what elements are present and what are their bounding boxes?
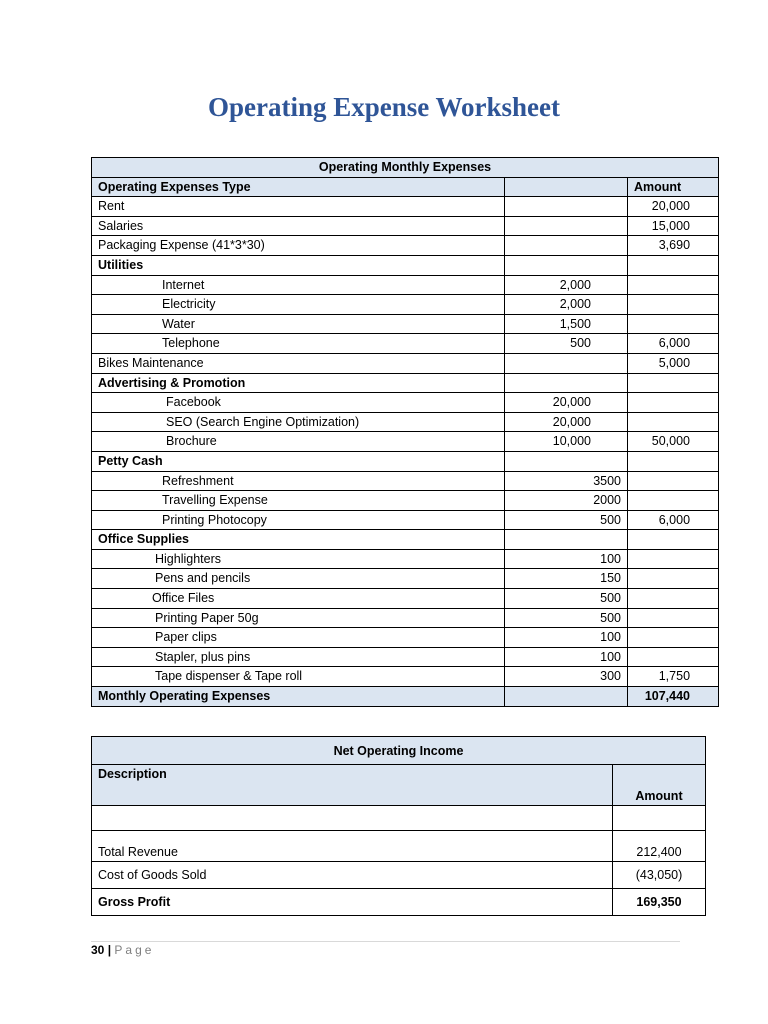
column-header-amount: Amount [613,765,706,806]
table-row [92,530,719,550]
section-label: Office Supplies [92,530,505,550]
row-label: Total Revenue [92,831,613,862]
row-amount: 6,000 [628,334,719,354]
row-subamount: 500 [505,334,628,354]
row-subamount: 100 [505,628,628,648]
page-number: 30 [91,943,105,957]
row-amount: (43,050) [613,862,706,889]
row-label: Water [92,314,505,334]
row-subamount: 500 [505,608,628,628]
table-row [92,295,719,315]
row-subamount: 2,000 [505,295,628,315]
row-label: Packaging Expense (41*3*30) [92,236,505,256]
table-caption: Net Operating Income [92,737,706,765]
column-header-amount: Amount [628,177,719,197]
table-row [92,236,719,256]
net-operating-income-table [91,736,706,916]
row-label: Gross Profit [92,889,613,916]
total-label: Monthly Operating Expenses [92,687,505,707]
row-label: Bikes Maintenance [92,353,505,373]
row-amount: 50,000 [628,432,719,452]
table-header-row [92,177,719,197]
row-label: Cost of Goods Sold [92,862,613,889]
row-label: SEO (Search Engine Optimization) [92,412,505,432]
row-label: Brochure [92,432,505,452]
row-amount: 212,400 [613,831,706,862]
table-header-row [92,765,706,806]
row-subamount: 150 [505,569,628,589]
row-amount: 5,000 [628,353,719,373]
footer-divider [91,941,680,942]
row-amount: 20,000 [628,197,719,217]
table-row [92,412,719,432]
row-subamount: 500 [505,589,628,609]
row-label: Salaries [92,216,505,236]
table-row [92,549,719,569]
row-amount: 169,350 [613,889,706,916]
section-label: Advertising & Promotion [92,373,505,393]
table-caption-row [92,158,719,178]
table-row [92,393,719,413]
table-row [92,275,719,295]
table-row [92,255,719,275]
total-row [92,687,719,707]
row-subamount: 3500 [505,471,628,491]
table-row [92,491,719,511]
section-label: Petty Cash [92,451,505,471]
table-row [92,831,706,862]
table-row [92,628,719,648]
table-row [92,569,719,589]
row-label: Highlighters [92,549,505,569]
table-row [92,373,719,393]
table-row [92,197,719,217]
table-row [92,889,706,916]
row-subamount: 20,000 [505,412,628,432]
row-amount: 15,000 [628,216,719,236]
table-row [92,510,719,530]
row-label: Rent [92,197,505,217]
table-row [92,608,719,628]
row-subamount: 300 [505,667,628,687]
row-subamount: 20,000 [505,393,628,413]
row-label: Electricity [92,295,505,315]
row-amount: 1,750 [628,667,719,687]
row-subamount: 2,000 [505,275,628,295]
row-subamount: 1,500 [505,314,628,334]
table-row [92,647,719,667]
row-subamount: 10,000 [505,432,628,452]
table-row [92,334,719,354]
page-title: Operating Expense Worksheet [207,92,560,122]
row-label: Travelling Expense [92,491,505,511]
table-row [92,314,719,334]
table-row [92,862,706,889]
row-label: Office Files [92,589,505,609]
row-label: Stapler, plus pins [92,647,505,667]
table-row [92,589,719,609]
row-label: Pens and pencils [92,569,505,589]
table-row [92,353,719,373]
table-caption-row [92,737,706,765]
row-subamount: 100 [505,647,628,667]
row-label: Facebook [92,393,505,413]
row-label: Tape dispenser & Tape roll [92,667,505,687]
row-label: Telephone [92,334,505,354]
row-label: Paper clips [92,628,505,648]
operating-expenses-table [91,157,719,707]
table-row [92,806,706,831]
row-label: Printing Photocopy [92,510,505,530]
footer-separator: | [107,943,112,957]
row-label: Internet [92,275,505,295]
column-header-description: Description [92,765,613,806]
row-subamount: 100 [505,549,628,569]
row-subamount: 500 [505,510,628,530]
table-row [92,216,719,236]
table-row [92,667,719,687]
table-row [92,451,719,471]
section-label: Utilities [92,255,505,275]
total-amount: 107,440 [628,687,719,707]
row-amount: 3,690 [628,236,719,256]
table-row [92,471,719,491]
row-label: Refreshment [92,471,505,491]
row-amount: 6,000 [628,510,719,530]
table-caption: Operating Monthly Expenses [92,158,719,178]
row-label: Printing Paper 50g [92,608,505,628]
column-header-type: Operating Expenses Type [92,177,505,197]
page-label: Page [114,943,155,957]
row-subamount: 2000 [505,491,628,511]
page-footer [91,943,154,957]
table-row [92,432,719,452]
